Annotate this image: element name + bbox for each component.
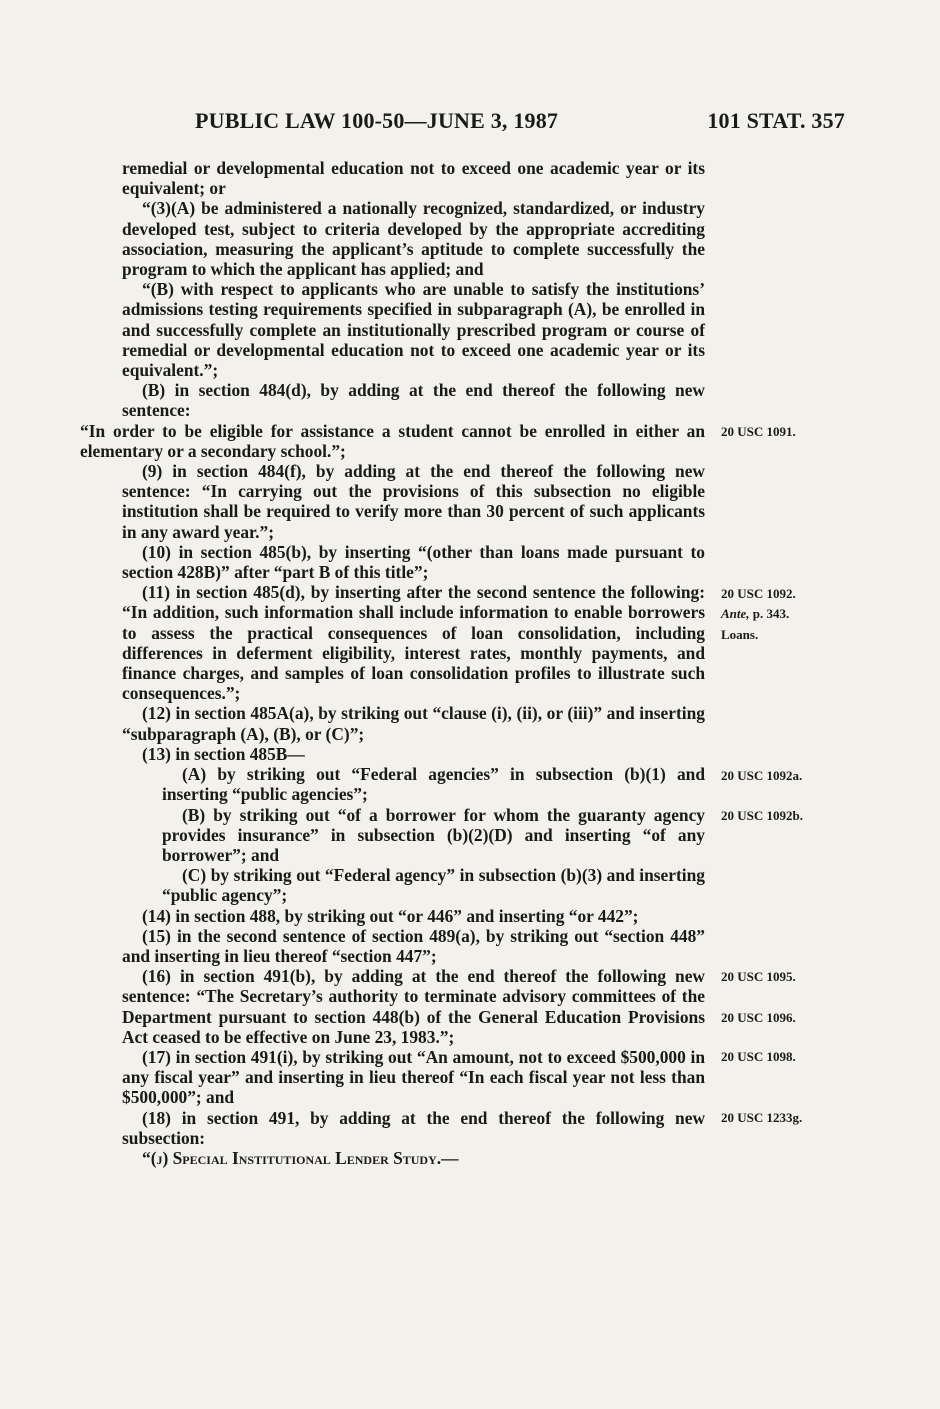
paragraph-item-18: (18) in section 491, by adding at the end thereof the following new subsection: [122,1107,705,1148]
margin-note-1092b: 20 USC 1092b. [721,808,803,823]
margin-note-ante-italic: Ante, [721,606,750,621]
paragraph-3a: “(3)(A) be administered a nationally recognized, standardized, or industry developed test, subject to criteria developed by the appropriate accrediting association, measuring the applicant’s aptitude to complete successfully the program to which the applicant has applied; and [122,198,705,280]
margin-note-ante [721,606,789,622]
margin-note-1092a: 20 USC 1092a. [721,768,803,783]
paragraph-new-sentence: “In order to be eligible for assistance a student cannot be enrolled in either an elementary or a secondary school.”; [80,420,705,461]
margin-note-loans: Loans. [721,627,759,642]
margin-note-1096: 20 USC 1096. [721,1010,796,1025]
paragraph-item-13b: (B) by striking out “of a borrower for whom the guaranty agency provides insurance” in subsection (b)(2)(D) and inserting “of any borrower”; and [162,804,705,865]
body-text [80,158,705,1168]
paragraph-item-11: (11) in section 485(d), by inserting after the second sentence the following: “In addition, such information shall include information to enable borrowers to assess the practical consequences of loan consolidation, including differences in deferment eligibility, interest rates, monthly payments, and finance charges, and samples of loan consolidation profiles to illustrate such consequences.”; [122,582,705,704]
paragraph-item-10: (10) in section 485(b), by inserting “(other than loans made pursuant to section 428B)” after “part B of this title”; [122,541,705,583]
paragraph-item-9: (9) in section 484(f), by adding at the end thereof the following new sentence: “In carrying out the provisions of this subsection no eligible institution shall be required to verify more than 30 percent of such applicants in any award year.”; [122,461,705,542]
paragraph-subsection-j-heading: “(j) Special Institutional Lender Study.— [142,1147,459,1168]
paragraph-item-13: (13) in section 485B— [142,743,305,764]
paragraph-item-13a: (A) by striking out “Federal agencies” in subsection (b)(1) and inserting “public agencies”; [162,764,705,805]
margin-note-ante-page: p. 343. [749,606,790,621]
paragraph-item-13c: (C) by striking out “Federal agency” in subsection (b)(3) and inserting “public agency”; [162,865,705,906]
paragraph-item-14: (14) in section 488, by striking out “or 446” and inserting “or 442”; [142,905,639,926]
paragraph-484d: (B) in section 484(d), by adding at the end thereof the following new sentence: [122,380,705,421]
margin-note-1095: 20 USC 1095. [721,969,796,984]
header-law-title: PUBLIC LAW 100-50—JUNE 3, 1987 [195,108,559,133]
paragraph-item-16: (16) in section 491(b), by adding at the end thereof the following new sentence: “The Secretary’s authority to terminate advisory committees of the Department pursuant to section 448(b) of the General Education Provisions Act ceased to be effective on June 23, 1983.”; [122,966,705,1047]
margin-note-1091: 20 USC 1091. [721,424,796,439]
margin-note-1233g: 20 USC 1233g. [721,1110,803,1125]
margin-note-1098: 20 USC 1098. [721,1049,796,1064]
paragraph-item-12: (12) in section 485A(a), by striking out “clause (i), (ii), or (iii)” and inserting “subparagraph (A), (B), or (C)”; [122,703,705,744]
header-stat-page: 101 STAT. 357 [707,108,845,133]
paragraph-item-15: (15) in the second sentence of section 489(a), by striking out “section 448” and inserting in lieu thereof “section 447”; [122,925,705,966]
paragraph-3b: “(B) with respect to applicants who are unable to satisfy the institutions’ admissions testing requirements specified in subparagraph (A), be enrolled in and successfully complete an institutionally prescribed program or course of remedial or developmental education not to exceed one academic year or its equivalent.”; [122,279,705,381]
paragraph-continuation: remedial or developmental education not to exceed one academic year or its equivalent; or [122,158,705,199]
margin-note-1092: 20 USC 1092. [721,586,796,601]
paragraph-item-17: (17) in section 491(i), by striking out “An amount, not to exceed $500,000 in any fiscal year” and inserting in lieu thereof “In each fiscal year not less than $500,000”; and [122,1046,705,1108]
